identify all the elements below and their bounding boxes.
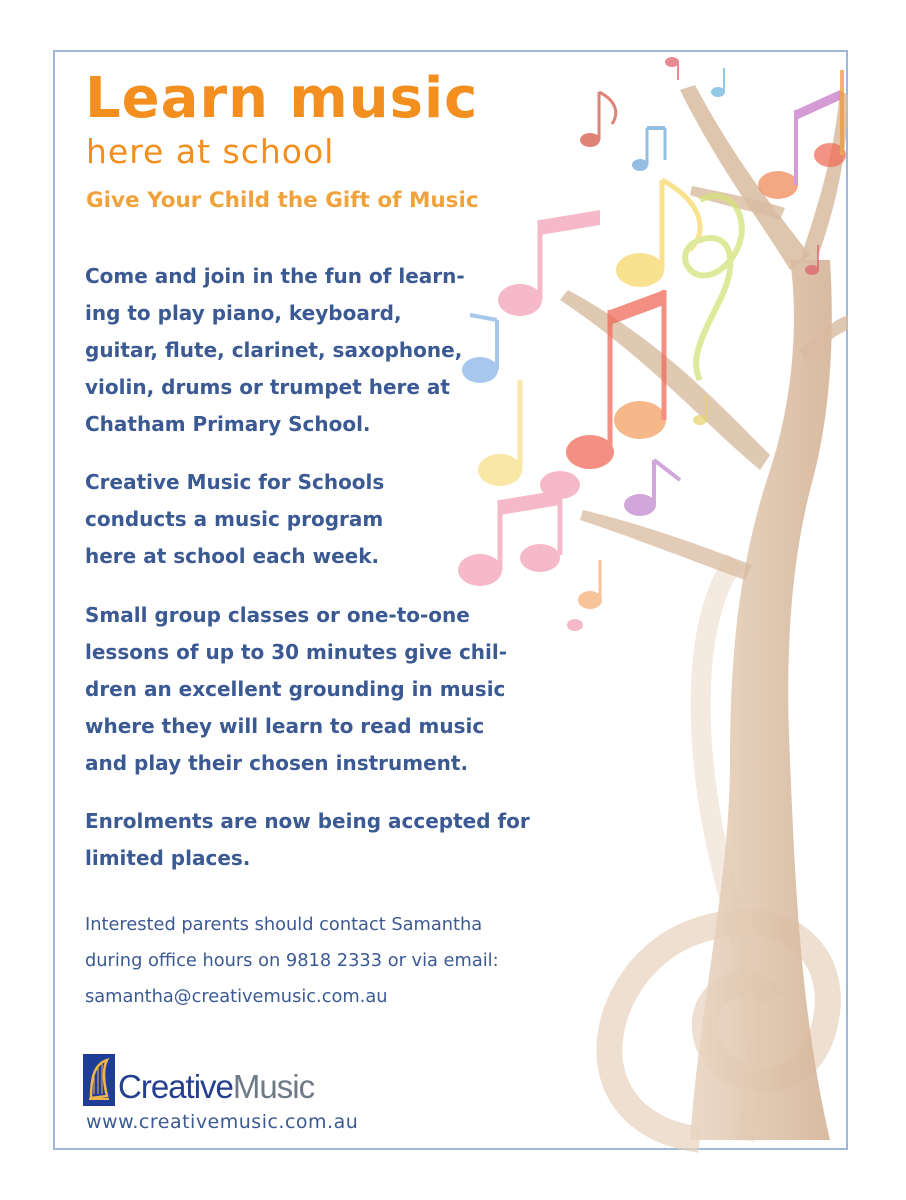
enrolment-paragraph [85,803,530,877]
paragraph-line: guitar, flute, clarinet, saxophone, [85,338,463,362]
paragraph-line: Enrolments are now being accepted for [85,809,530,833]
logo-word-creative: Creative [118,1068,233,1105]
paragraph-line: conducts a music program [85,507,384,531]
paragraph-line: here at school each week. [85,544,380,568]
subtitle: here at school [86,132,335,171]
paragraph-line: limited places. [85,846,251,870]
harp-logo-icon [83,1054,115,1106]
contact-line: Interested parents should contact Samantha [85,914,483,935]
contact-info [85,907,499,1015]
paragraph-line: ing to play piano, keyboard, [85,301,402,325]
paragraph-line: Small group classes or one-to-one [85,603,470,627]
classes-paragraph [85,597,507,782]
paragraph-line: dren an excellent grounding in music [85,677,506,701]
paragraph-line: violin, drums or trumpet here at [85,375,450,399]
logo-word-music: Music [232,1068,315,1105]
program-paragraph [85,464,384,575]
page-title: Learn music [85,66,479,131]
paragraph-line: Chatham Primary School. [85,412,371,436]
creative-music-logo [83,1054,314,1106]
paragraph-line: Come and join in the fun of learn- [85,264,465,288]
paragraph-line: lessons of up to 30 minutes give chil- [85,640,508,664]
contact-email[interactable]: samantha@creativemusic.com.au [85,986,388,1007]
website-link[interactable]: www.creativemusic.com.au [86,1111,359,1133]
tagline: Give Your Child the Gift of Music [86,188,479,213]
paragraph-line: where they will learn to read music [85,714,485,738]
contact-line: during office hours on 9818 2333 or via email: [85,950,499,971]
intro-paragraph [85,258,465,443]
logo-wordmark [118,1068,314,1106]
paragraph-line: Creative Music for Schools [85,470,385,494]
paragraph-line: and play their chosen instrument. [85,751,469,775]
